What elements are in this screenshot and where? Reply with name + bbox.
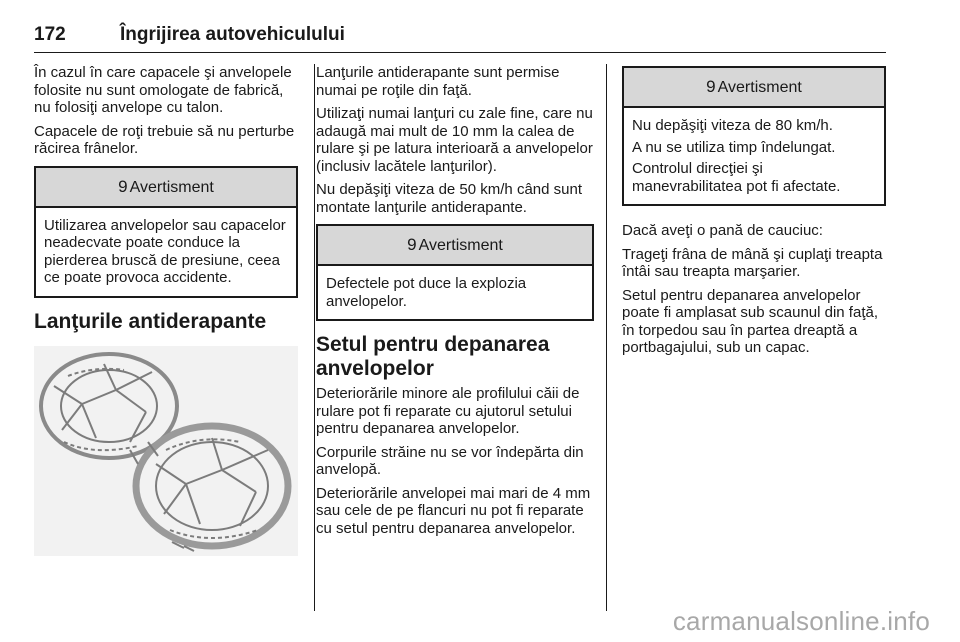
- paragraph: Deteriorările anvelopei mai mari de 4 mm sau cele de pe flancuri nu pot fi reparate cu setul pentru depanarea anvelopelor.: [316, 484, 591, 537]
- warning-label: Avertisment: [129, 178, 214, 196]
- warning-body: [36, 208, 296, 296]
- paragraph: Corpurile străine nu se vor îndepărta din anvelopă.: [316, 443, 584, 478]
- paragraph: Lanţurile antiderapante sunt permise numai pe roţile din faţă.: [316, 64, 560, 99]
- warning-text: Defectele pot duce la explozia anvelopelor.: [326, 275, 527, 310]
- snow-chains-illustration: [34, 346, 298, 556]
- watermark: carmanualsonline.info: [672, 606, 930, 636]
- warning-header: [318, 226, 592, 266]
- column-2: [316, 64, 594, 543]
- warning-body: [318, 266, 592, 319]
- warning-text: Controlul direcţiei şi manevrabilitatea pot fi afectate.: [632, 160, 841, 195]
- paragraph: Utilizaţi numai lanţuri cu zale fine, care nu adaugă mai mult de 10 mm la calea de rulare şi pe latura interioară a anvelopelor (inclusiv lacătele lanţurilor).: [316, 105, 593, 175]
- paragraph: În cazul în care capacele şi anvelopele folosite nu sunt omologate de fabrică, nu folosiţi anvelope cu talon.: [34, 64, 292, 116]
- warning-text: A nu se utiliza timp îndelungat.: [632, 138, 836, 156]
- paragraph: Setul pentru depanarea anvelopelor poate fi amplasat sub scaunul din faţă, în torpedou sau în partea dreaptă a portbagajului, sub un capac.: [622, 286, 878, 356]
- warning-text: Nu depăşiţi viteza de 80 km/h.: [632, 117, 833, 134]
- column-divider-1: [314, 64, 315, 611]
- warning-box: [316, 224, 594, 321]
- warning-label: Avertisment: [418, 237, 503, 254]
- warning-header: [624, 68, 884, 108]
- paragraph: Trageţi frâna de mână şi cuplaţi treapta întâi sau treapta marşarier.: [622, 245, 883, 280]
- page-header: [34, 24, 886, 53]
- warning-icon: 9: [407, 235, 417, 254]
- column-divider-2: [606, 64, 607, 611]
- page-number: 172: [34, 24, 66, 45]
- column-3: [622, 64, 886, 363]
- section-title: Îngrijirea autovehiculului: [120, 24, 345, 45]
- warning-header: [36, 168, 296, 208]
- warning-label: Avertisment: [717, 79, 802, 96]
- paragraph: Capacele de roţi trebuie să nu perturbe răcirea frânelor.: [34, 122, 295, 157]
- warning-box: [622, 66, 886, 206]
- snow-chains-image: [34, 346, 298, 556]
- paragraph: Deteriorările minore ale profilului căii de rulare pot fi reparate cu ajutorul setului pentru depanarea anvelopelor.: [316, 385, 580, 437]
- warning-icon: 9: [118, 176, 128, 196]
- warning-body: [624, 108, 884, 204]
- warning-icon: 9: [706, 77, 716, 96]
- section-heading: Setul pentru depanarea anvelopelor: [316, 333, 550, 380]
- column-1: [34, 64, 298, 556]
- warning-box: [34, 166, 298, 298]
- section-heading: Lanţurile antiderapante: [34, 309, 267, 333]
- paragraph: Nu depăşiţi viteza de 50 km/h când sunt montate lanţurile antiderapante.: [316, 181, 582, 216]
- warning-text: Utilizarea anvelopelor sau capacelor neadecvate poate conduce la pierderea bruscă de presiune, ceea ce poate provoca accidente.: [44, 216, 286, 286]
- paragraph: Dacă aveţi o pană de cauciuc:: [622, 222, 823, 239]
